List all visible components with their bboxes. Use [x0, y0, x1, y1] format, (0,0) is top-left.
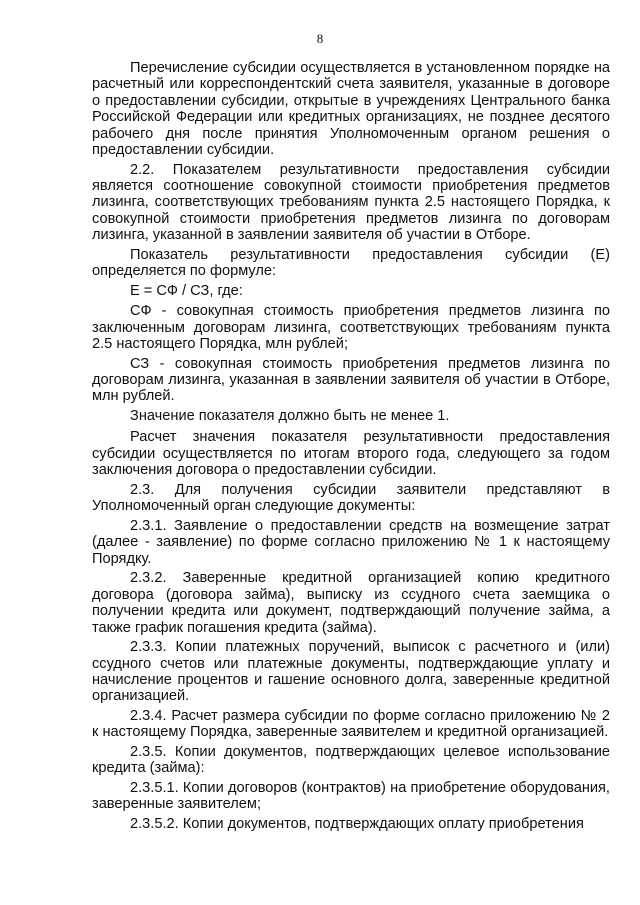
paragraph-2-3-2: 2.3.2. Заверенные кредитной организацией копию кредитного договора (договора займа), выписку из ссудного счета заемщика о получении кредита или документ, подтверждающий получение займа, а также график погашения кредита (займа). — [92, 570, 610, 636]
paragraph-2-3: 2.3. Для получения субсидии заявители представляют в Уполномоченный орган следующие документы: — [92, 481, 610, 515]
formula: E = СФ / СЗ, где: — [130, 282, 243, 299]
paragraph-2-3-5-2: 2.3.5.2. Копии документов, подтверждающих оплату приобретения — [130, 815, 584, 832]
paragraph-calculation-period: Расчет значения показателя результативности предоставления субсидии осуществляется по итогам второго года, следующего за годом заключения договора о предоставлении субсидии. — [92, 429, 610, 479]
paragraph-2-3-5-1: 2.3.5.1. Копии договоров (контрактов) на приобретение оборудования, заверенные заявителем; — [92, 779, 610, 813]
paragraph-2-3-3: 2.3.3. Копии платежных поручений, выписок с расчетного и (или) ссудного счетов или платежные документы, подтверждающие уплату и начисление процентов и гашение основного долга, заверенные кредитной организацией. — [92, 639, 610, 705]
document-body — [92, 60, 610, 836]
paragraph-indicator-definition: Показатель результативности предоставления субсидии (E) определяется по формуле: — [92, 246, 610, 280]
paragraph-2-3-4: 2.3.4. Расчет размера субсидии по форме согласно приложению № 2 к настоящему Порядка, заверенные заявителем и кредитной организацией. — [92, 707, 610, 741]
paragraph-sf-definition: СФ - совокупная стоимость приобретения предметов лизинга по заключенным договорам лизинга, соответствующих требованиям пункта 2.5 настоящего Порядка, млн рублей; — [92, 303, 610, 353]
page-number: 8 — [316, 31, 324, 46]
paragraph-subsidy-transfer: Перечисление субсидии осуществляется в установленном порядке на расчетный или корреспондентский счета заявителя, указанные в договоре о предоставлении субсидии, открытые в учреждениях Центрального банка Российской Федерации или кредитных организациях, не позднее десятого рабочего дня после принятия Уполномоченным органом решения о предоставлении субсидии. — [92, 60, 610, 159]
paragraph-indicator-value: Значение показателя должно быть не менее 1. — [130, 408, 450, 425]
paragraph-2-3-5: 2.3.5. Копии документов, подтверждающих целевое использование кредита (займа): — [92, 743, 610, 777]
paragraph-sz-definition: СЗ - совокупная стоимость приобретения предметов лизинга по договорам лизинга, указанная в заявлении заявителя об участии в Отборе, млн рублей. — [92, 355, 610, 405]
paragraph-2-3-1: 2.3.1. Заявление о предоставлении средств на возмещение затрат (далее - заявление) по форме согласно приложению № 1 к настоящему Порядку. — [92, 517, 610, 567]
paragraph-2-2: 2.2. Показателем результативности предоставления субсидии является соотношение совокупной стоимости приобретения предметов лизинга, соответствующих требованиям пункта 2.5 настоящего Порядка, к совокупной стоимости приобретения предметов лизинга по договорам лизинга, указанной в заявлении заявителя об участии в Отборе. — [92, 161, 610, 244]
